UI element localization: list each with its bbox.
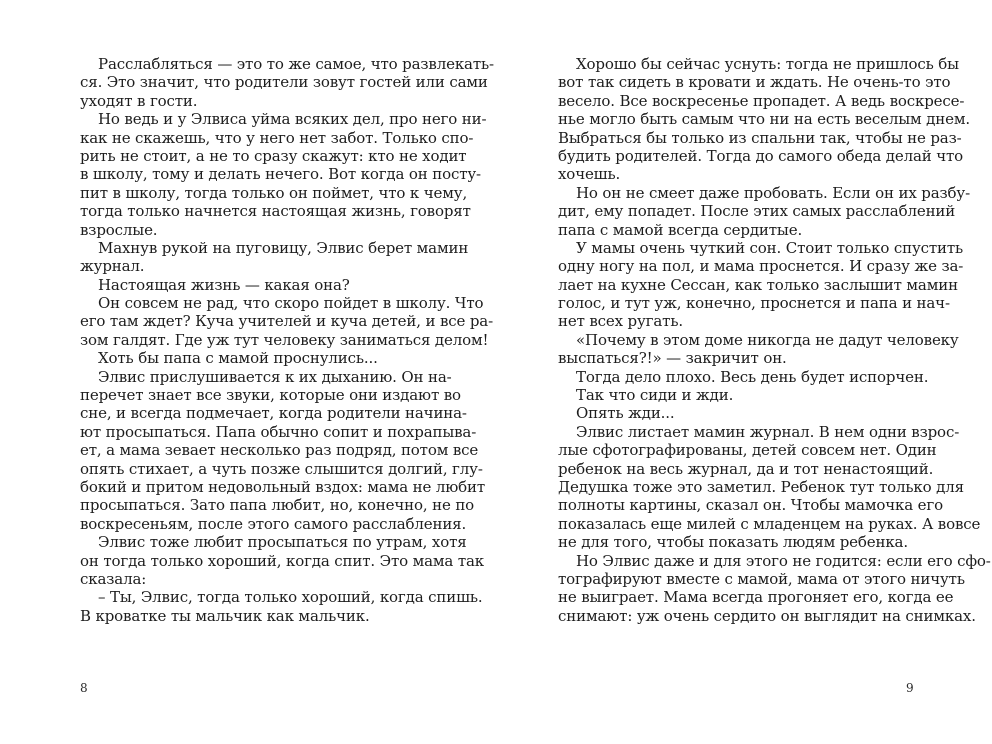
text-line: лые сфотографированы, детей совсем нет. Один xyxy=(558,441,937,460)
text-line: – Ты, Элвис, тогда только хороший, когда спишь. xyxy=(98,588,483,607)
page-number-right: 9 xyxy=(906,681,914,695)
text-line: рить не стоит, а не то сразу скажут: кто не ходит xyxy=(80,146,467,165)
text-line: в школу, тому и делать нечего. Вот когда он посту- xyxy=(80,165,481,184)
text-line: будить родителей. Тогда до самого обеда делай что xyxy=(558,146,964,165)
text-line: сне, и всегда подмечает, когда родители начина- xyxy=(80,404,467,423)
text-line: хочешь. xyxy=(558,165,621,184)
text-line: не для того, чтобы показать людям ребенка. xyxy=(558,533,908,552)
text-line: лает на кухне Сессан, как только заслышит мамин xyxy=(558,275,958,294)
text-line: Элвис тоже любит просыпаться по утрам, хотя xyxy=(98,533,467,552)
text-line: Выбраться бы только из спальни так, чтобы не раз- xyxy=(558,128,962,147)
text-line: показалась еще милей с младенцем на руках. А вовсе xyxy=(558,514,981,533)
text-line: как не скажешь, что у него нет забот. Только спо- xyxy=(80,128,474,147)
text-line: пит в школу, тогда только он поймет, что к чему, xyxy=(80,183,468,202)
text-line: «Почему в этом доме никогда не дадут человеку xyxy=(576,330,959,349)
text-line: опять стихает, а чуть позже слышится долгий, глу- xyxy=(80,459,483,478)
text-line: сказала: xyxy=(80,569,147,588)
text-line: Расслабляться — это то же самое, что развлекать- xyxy=(98,55,494,73)
text-line: Так что сиди и жди. xyxy=(576,386,734,405)
text-line: ся. Это значит, что родители зовут гостей или сами xyxy=(80,73,488,92)
text-line: Он совсем не рад, что скоро пойдет в школу. Что xyxy=(98,294,484,313)
text-line: Элвис листает мамин журнал. В нем одни взрос- xyxy=(576,422,960,441)
left-page-text xyxy=(80,55,494,625)
text-line: Но он не смеет даже пробовать. Если он их разбу- xyxy=(576,183,971,202)
text-line: воскресеньям, после этого самого расслабления. xyxy=(80,514,467,533)
text-line: выспаться?!» — закричит он. xyxy=(558,349,787,368)
text-line: ют просыпаться. Папа обычно сопит и похрапыва- xyxy=(80,422,477,441)
text-line: тографируют вместе с мамой, мама от этого ничуть xyxy=(558,569,965,588)
text-line: снимают: уж очень сердито он выглядит на снимках. xyxy=(558,606,976,625)
text-line: дит, ему попадет. После этих самых расслаблений xyxy=(558,202,956,221)
text-line: ребенок на весь журнал, да и тот ненастоящий. xyxy=(558,459,934,478)
text-line: он тогда только хороший, когда спит. Это мама так xyxy=(80,551,485,570)
text-line: не выиграет. Мама всегда прогоняет его, когда ее xyxy=(558,588,954,607)
text-line: полноты картины, сказал он. Чтобы мамочка его xyxy=(558,496,943,515)
text-line: Тогда дело плохо. Весь день будет испорчен. xyxy=(576,367,929,386)
text-line: одну ногу на пол, и мама проснется. И сразу же за- xyxy=(558,257,964,276)
text-line: взрослые. xyxy=(80,220,158,239)
text-line: В кроватке ты мальчик как мальчик. xyxy=(80,606,370,625)
text-line: нье могло быть самым что ни на есть веселым днем. xyxy=(558,110,970,129)
text-line: Элвис прислушивается к их дыханию. Он на- xyxy=(98,367,452,386)
text-line: Махнув рукой на пуговицу, Элвис берет мамин xyxy=(98,238,469,257)
text-line: бокий и притом недовольный вздох: мама не любит xyxy=(80,477,486,496)
text-line: нет всех ругать. xyxy=(558,312,683,331)
text-line: вот так сидеть в кровати и ждать. Не очень-то это xyxy=(558,73,951,92)
text-line: Но ведь и у Элвиса уйма всяких дел, про него ни- xyxy=(98,110,487,129)
text-line: просыпаться. Зато папа любит, но, конечно, не по xyxy=(80,496,475,515)
text-line: голос, и тут уж, конечно, проснется и папа и нач- xyxy=(558,294,950,313)
text-line: Дедушка тоже это заметил. Ребенок тут только для xyxy=(558,477,964,496)
text-line: Хорошо бы сейчас уснуть: тогда не пришлось бы xyxy=(576,55,959,73)
text-line: папа с мамой всегда сердитые. xyxy=(558,220,803,239)
text-line: Но Элвис даже и для этого не годится: если его сфо- xyxy=(576,551,991,570)
text-line: Опять жди... xyxy=(576,404,675,423)
page-number-left: 8 xyxy=(80,681,88,695)
text-line: ет, а мама зевает несколько раз подряд, потом все xyxy=(80,441,479,460)
text-line: его там ждет? Куча учителей и куча детей, и все ра- xyxy=(80,312,494,331)
text-line: Хоть бы папа с мамой проснулись... xyxy=(98,349,378,368)
text-line: перечет знает все звуки, которые они издают во xyxy=(80,386,461,405)
text-line: зом галдят. Где уж тут человеку заниматься делом! xyxy=(80,330,489,349)
text-line: журнал. xyxy=(80,257,145,276)
text-line: тогда только начнется настоящая жизнь, говорят xyxy=(80,202,471,221)
right-page-text xyxy=(558,55,991,625)
text-line: весело. Все воскресенье пропадет. А ведь воскресе- xyxy=(558,91,965,110)
text-line: Настоящая жизнь — какая она? xyxy=(98,275,350,294)
text-line: уходят в гости. xyxy=(80,91,198,110)
text-line: У мамы очень чуткий сон. Стоит только спустить xyxy=(576,238,964,257)
